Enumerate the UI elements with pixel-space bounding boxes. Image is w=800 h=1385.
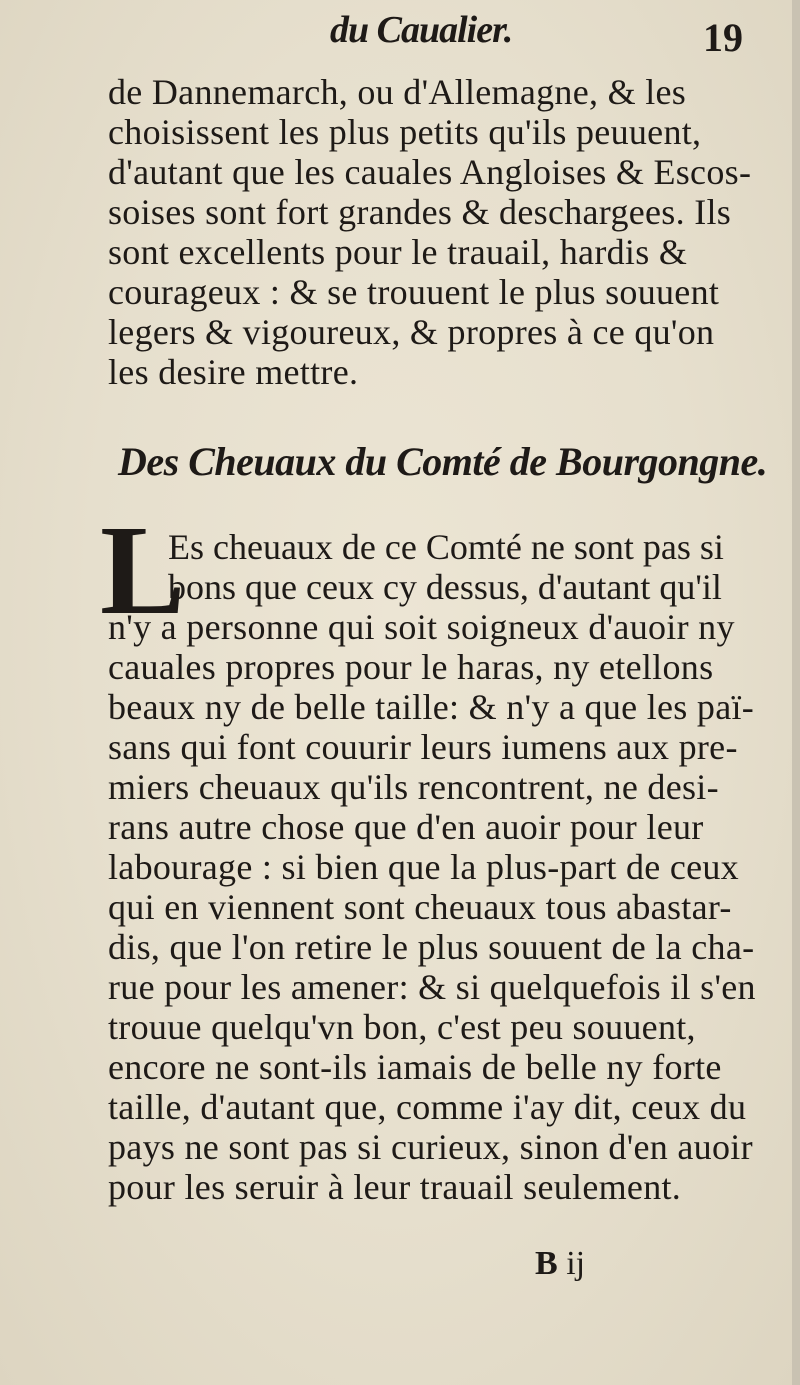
running-head: du Caualier. [330, 9, 513, 51]
text-line: sont excellents pour le trauail, hardis & [108, 232, 688, 272]
text-line: soises sont fort grandes & deschargees. Ils [108, 192, 732, 232]
text-line: Es cheuaux de ce Comté ne sont pas si [168, 527, 724, 567]
section-heading: Des Cheuaux du Comté de Bourgongne. [118, 439, 768, 484]
signature-roman: ij [566, 1245, 586, 1282]
text-line: encore ne sont-ils iamais de belle ny forte [108, 1047, 722, 1087]
text-line: les desire mettre. [108, 352, 359, 392]
text-line: qui en viennent sont cheuaux tous abastar- [108, 887, 732, 927]
text-line: courageux : & se trouuent le plus souuent [108, 272, 720, 312]
page-number: 19 [703, 15, 743, 60]
text-line: cauales propres pour le haras, ny etellons [108, 647, 714, 687]
text-line: rue pour les amener: & si quelquefois il s'en [108, 967, 756, 1007]
text-line: beaux ny de belle taille: & n'y a que les paï- [108, 687, 755, 727]
text-line: bons que ceux cy dessus, d'autant qu'il [168, 567, 722, 607]
text-line: legers & vigoureux, & propres à ce qu'on [108, 312, 715, 352]
text-line: pour les seruir à leur trauail seulement. [108, 1167, 682, 1207]
signature-mark [535, 1245, 585, 1283]
text-line: trouue quelqu'vn bon, c'est peu souuent, [108, 1007, 696, 1047]
text-line: miers cheuaux qu'ils rencontrent, ne desi- [108, 767, 719, 807]
drop-cap: L [100, 499, 186, 641]
text-line: rans autre chose que d'en auoir pour leur [108, 807, 704, 847]
text-line: labourage : si bien que la plus-part de ceux [108, 847, 739, 887]
signature-letter: B [535, 1245, 558, 1282]
text-line: dis, que l'on retire le plus souuent de la cha- [108, 927, 755, 967]
text-line: sans qui font couurir leurs iumens aux pre- [108, 727, 738, 767]
text-line: pays ne sont pas si curieux, sinon d'en auoir [108, 1127, 753, 1167]
text-line: d'autant que les cauales Angloises & Escos- [108, 152, 752, 192]
text-line: taille, d'autant que, comme i'ay dit, ceux du [108, 1087, 747, 1127]
text-line: de Dannemarch, ou d'Allemagne, & les [108, 72, 687, 112]
text-line: choisissent les plus petits qu'ils peuuent, [108, 112, 702, 152]
text-line: n'y a personne qui soit soigneux d'auoir ny [108, 607, 735, 647]
